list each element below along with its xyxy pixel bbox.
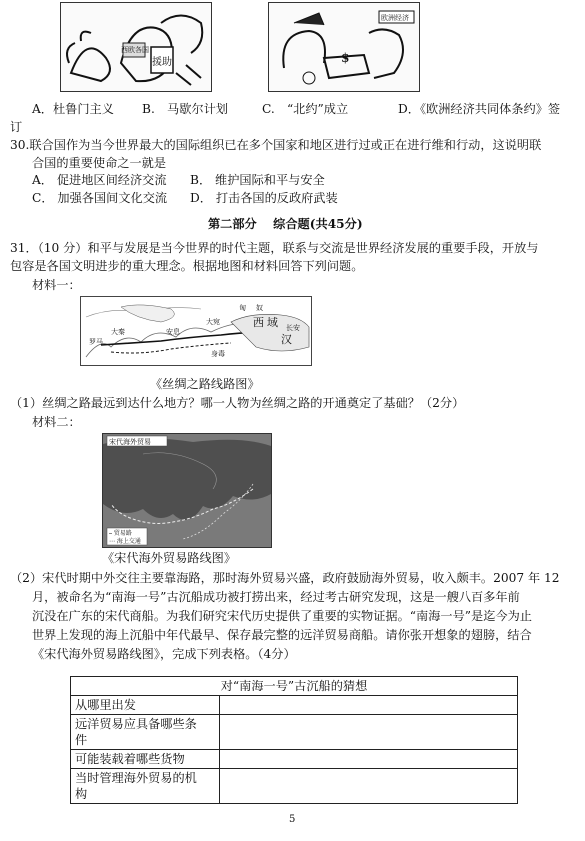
map1-label-xi: 西 bbox=[253, 316, 264, 329]
map1-label-yu: 域 bbox=[267, 316, 278, 329]
q30-stem-line2: 合国的重要使命之一就是 bbox=[32, 156, 167, 170]
q30-option-a: A． 促进地区间经济交流 bbox=[32, 173, 167, 187]
table-row bbox=[71, 769, 518, 804]
q31-sub2-line4: 世界上发现的海上沉船中年代最早、保存最完整的远洋贸易商船。请你张开想象的翅膀，结合 bbox=[32, 628, 532, 642]
material1-label: 材料一： bbox=[32, 278, 81, 292]
map1-label-anxi: 安息 bbox=[166, 328, 180, 336]
map1-label-xiongnu-2: 奴 bbox=[256, 304, 263, 312]
map2-title: 宋代海外贸易 bbox=[109, 438, 151, 446]
map1-label-xiongnu-1: 匈 bbox=[239, 304, 246, 312]
q31-sub1: （1）丝绸之路最远到达什么地方？哪一人物为丝绸之路的开通奠定了基础？（2分） bbox=[10, 396, 465, 410]
west-europe-label: 西欧各国 bbox=[121, 46, 149, 54]
song-maritime-trade-map bbox=[102, 433, 272, 548]
q30-option-d: D． 打击各国的反政府武装 bbox=[190, 191, 338, 205]
silk-road-map bbox=[80, 296, 312, 366]
material2-label: 材料二： bbox=[32, 415, 81, 429]
map2-legend-trade-route: ⎯ 贸易路 bbox=[109, 530, 132, 537]
table-row bbox=[71, 750, 518, 769]
map1-label-daqin: 大秦 bbox=[111, 328, 125, 336]
row-conditions-label bbox=[71, 715, 220, 750]
table-header-row bbox=[71, 677, 518, 696]
map1-label-dayuan: 大宛 bbox=[206, 318, 220, 326]
map1-label-han: 汉 bbox=[281, 333, 292, 346]
map2-caption: 《宋代海外贸易路线图》 bbox=[102, 551, 237, 565]
row-departure-answer[interactable] bbox=[220, 696, 518, 715]
row-departure-label: 从哪里出发 bbox=[71, 696, 220, 715]
q29-option-a: A．杜鲁门主义 bbox=[32, 102, 114, 116]
map2-legend-sea-traffic: ⋯ 海上交通 bbox=[109, 538, 141, 545]
q29-option-d: D．《欧洲经济共同体条约》签 bbox=[398, 102, 561, 116]
euro-economy-sign: 欧洲经济 bbox=[381, 14, 409, 22]
table-row bbox=[71, 696, 518, 715]
q31-sub2-line2: 月，被命名为“南海一号”古沉船成功被打捞出来，经过考古研究发现，这是一艘八百多年前 bbox=[32, 590, 520, 604]
aid-sign-text: 援助 bbox=[152, 57, 172, 68]
cartoon-right bbox=[268, 2, 420, 92]
q30-stem-line1: 30.联合国作为当今世界最大的国际组织已在多个国家和地区进行过或正在进行维和行动，这说明联 bbox=[10, 138, 542, 152]
q31-stem-line1: 31．（10 分）和平与发展是当今世界的时代主题，联系与交流是世界经济发展的重要手段，开放与 bbox=[10, 241, 539, 255]
q30-option-c: C． 加强各国间文化交流 bbox=[32, 191, 168, 205]
row-conditions-answer[interactable] bbox=[220, 715, 518, 750]
q29-option-d-cont: 订 bbox=[10, 120, 23, 134]
page-number: 5 bbox=[289, 814, 296, 825]
dollar-sign: $ bbox=[341, 51, 350, 65]
table-header: 对“南海一号”古沉船的猜想 bbox=[71, 677, 518, 696]
row-authority-answer[interactable] bbox=[220, 769, 518, 804]
cartoon-left bbox=[60, 2, 212, 92]
q31-sub2-line1: （2）宋代时期中外交往主要靠海路，那时海外贸易兴盛，政府鼓励海外贸易，收入颇丰。2007 年 12 bbox=[10, 571, 560, 585]
row-conditions-text-cont: 件 bbox=[75, 733, 88, 747]
table-row bbox=[71, 715, 518, 750]
map1-caption: 《丝绸之路线路图》 bbox=[150, 377, 260, 391]
row-authority-label bbox=[71, 769, 220, 804]
row-authority-text-cont: 构 bbox=[75, 787, 88, 801]
q29-option-c: C. “北约”成立 bbox=[262, 102, 349, 116]
q31-sub2-line5: 《宋代海外贸易路线图》，完成下列表格。（4分） bbox=[32, 647, 296, 661]
map1-label-rome: 罗马 bbox=[89, 338, 103, 346]
part2-title: 第二部分 综合题(共45分) bbox=[208, 217, 363, 231]
q31-sub2-line3: 沉没在广东的宋代商船。为我们研究宋代历史提供了重要的实物证据。“南海一号”是迄今为止 bbox=[32, 609, 532, 623]
row-goods-label: 可能装载着哪些货物 bbox=[71, 750, 220, 769]
q30-option-b: B． 维护国际和平与安全 bbox=[190, 173, 325, 187]
q29-option-b: B. 马歇尔计划 bbox=[142, 102, 228, 116]
row-authority-text: 当时管理海外贸易的机 bbox=[75, 771, 197, 785]
nanhai-guess-table bbox=[70, 676, 518, 804]
map1-label-changan: 长安 bbox=[286, 324, 300, 332]
row-goods-answer[interactable] bbox=[220, 750, 518, 769]
map1-label-shendu: 身毒 bbox=[211, 350, 225, 358]
row-conditions-text: 远洋贸易应具备哪些条 bbox=[75, 717, 197, 731]
q31-stem-line2: 包容是各国文明进步的重大理念。根据地图和材料回答下列问题。 bbox=[10, 259, 364, 273]
